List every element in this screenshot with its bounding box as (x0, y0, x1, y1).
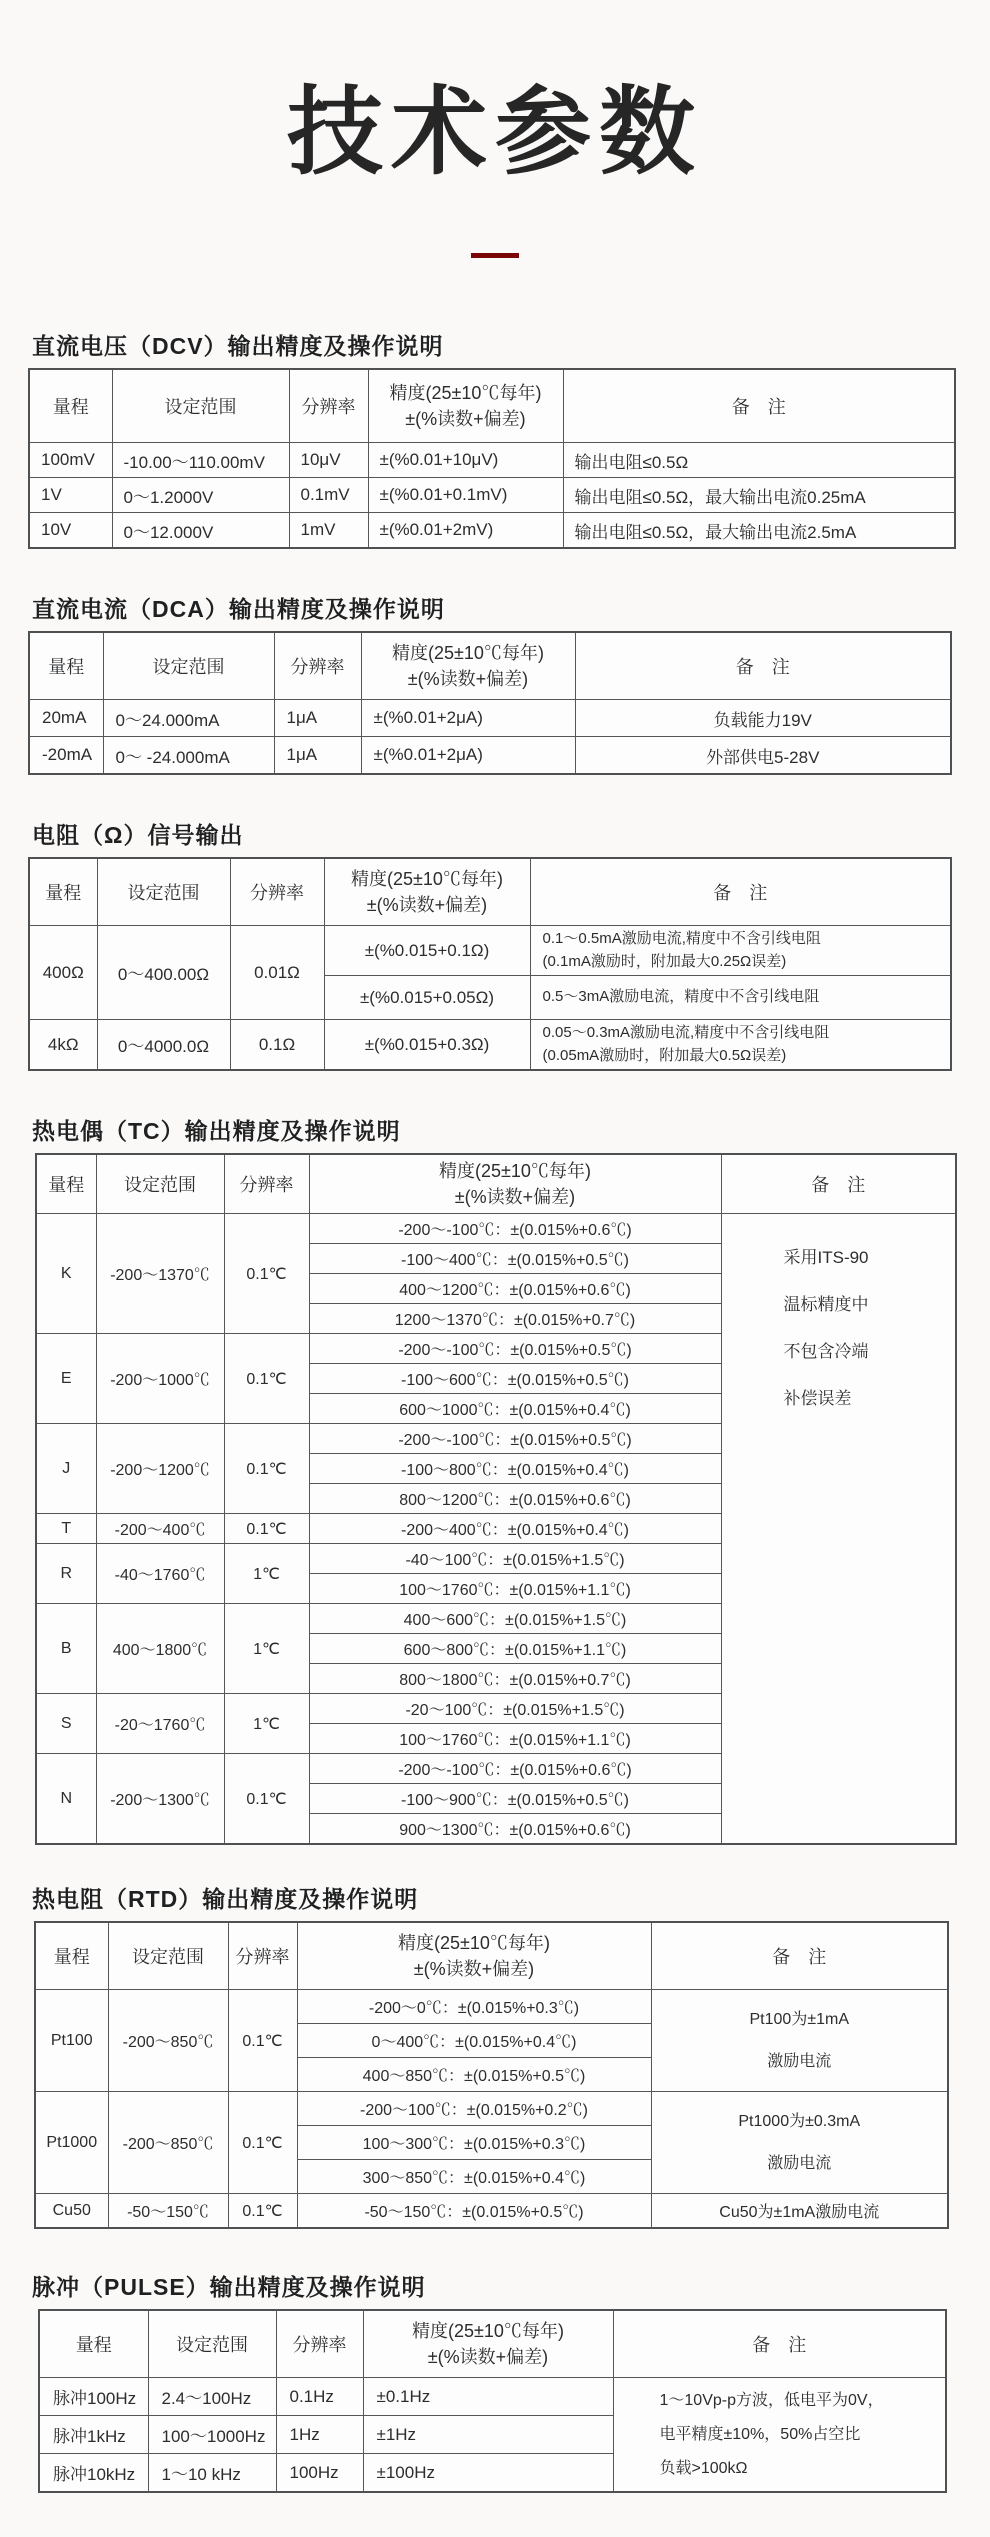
cell-resolution: 0.1Hz (276, 2378, 363, 2416)
cell-resolution: 1μA (274, 737, 361, 775)
cell-resolution: 0.1℃ (224, 1334, 309, 1424)
cell-accuracy: ±100Hz (363, 2454, 613, 2493)
section-ohm (0, 817, 990, 1071)
col-header-accuracy (361, 632, 575, 700)
cell-resolution: 0.1℃ (224, 1514, 309, 1544)
cell-accuracy: -100～600℃：±(0.015%+0.5℃) (309, 1364, 721, 1394)
cell-accuracy: ±(%0.015+0.05Ω) (324, 976, 530, 1020)
col-header-remark: 备 注 (721, 1154, 956, 1214)
remark-line: 温标精度中 (783, 1295, 869, 1314)
section-rtd (0, 1881, 990, 2229)
cell-resolution: 0.1mV (289, 478, 368, 513)
cell-setting: -40～1760℃ (96, 1544, 224, 1604)
cell-remark: 负载能力19V (575, 700, 951, 737)
col-header-accuracy (297, 1922, 651, 1990)
cell-accuracy: 100～1760℃：±(0.015%+1.1℃) (309, 1574, 721, 1604)
dca-table (28, 631, 952, 775)
cell-setting: -20～1760℃ (96, 1694, 224, 1754)
cell-range: 1V (29, 478, 112, 513)
remark-line: (0.05mA激励时，附加最大0.5Ω误差) (542, 1046, 787, 1064)
cell-accuracy: 900～1300℃：±(0.015%+0.6℃) (309, 1814, 721, 1845)
cell-resolution: 0.1℃ (224, 1754, 309, 1845)
cell-setting: 1～10 kHz (148, 2454, 276, 2493)
col-header-range: 量程 (29, 858, 97, 926)
cell-accuracy: 100～300℃：±(0.015%+0.3℃) (297, 2126, 651, 2160)
cell-accuracy: 0～400℃：±(0.015%+0.4℃) (297, 2024, 651, 2058)
cell-resolution: 1Hz (276, 2416, 363, 2454)
cell-setting: 400～1800℃ (96, 1604, 224, 1694)
cell-resolution: 0.1Ω (230, 1020, 324, 1071)
section-tc (0, 1113, 990, 1845)
cell-setting: -200～850℃ (108, 2092, 228, 2194)
cell-resolution: 1℃ (224, 1604, 309, 1694)
table-header-row (29, 632, 951, 700)
section-title-pulse: 脉冲（PULSE）输出精度及操作说明 (32, 2274, 426, 2300)
cell-accuracy: ±0.1Hz (363, 2378, 613, 2416)
cell-resolution: 0.1℃ (224, 1214, 309, 1334)
cell-range: 20mA (29, 700, 103, 737)
cell-range: T (36, 1514, 96, 1544)
cell-accuracy: ±(%0.01+2μA) (361, 700, 575, 737)
dcv-table (28, 368, 956, 549)
col-header-setting: 设定范围 (96, 1154, 224, 1214)
section-dca (0, 591, 990, 775)
accuracy-header-line2: ±(%读数+偏差) (413, 1959, 535, 1979)
col-header-resolution: 分辨率 (228, 1922, 297, 1990)
cell-range: 100mV (29, 443, 112, 478)
col-header-range: 量程 (36, 1154, 96, 1214)
cell-remark: 输出电阻≤0.5Ω，最大输出电流2.5mA (563, 513, 955, 549)
cell-accuracy: -200～100℃：±(0.015%+0.2℃) (297, 2092, 651, 2126)
title-divider (471, 253, 519, 258)
cell-accuracy: 100～1760℃：±(0.015%+1.1℃) (309, 1724, 721, 1754)
table-row (29, 737, 951, 775)
table-header-row (29, 369, 955, 443)
accuracy-header-line1: 精度(25±10℃每年) (351, 869, 503, 889)
cell-remark: 外部供电5-28V (575, 737, 951, 775)
cell-accuracy: 1200～1370℃：±(0.015%+0.7℃) (309, 1304, 721, 1334)
col-header-accuracy (324, 858, 530, 926)
remark-line: 采用ITS-90 (783, 1248, 869, 1267)
cell-accuracy: -20～100℃：±(0.015%+1.5℃) (309, 1694, 721, 1724)
accuracy-header-line1: 精度(25±10℃每年) (389, 383, 542, 403)
cell-setting: 0～4000.0Ω (97, 1020, 230, 1071)
cell-accuracy: ±(%0.01+10μV) (368, 443, 563, 478)
table-header-row (35, 1922, 948, 1990)
remark-line: Pt100为±1mA (749, 2010, 849, 2028)
table-row (36, 1214, 956, 1244)
col-header-resolution: 分辨率 (224, 1154, 309, 1214)
cell-range: S (36, 1694, 96, 1754)
cell-remark (530, 976, 951, 1020)
table-row (39, 2378, 946, 2416)
accuracy-header-line2: ±(%读数+偏差) (427, 2347, 549, 2367)
cell-setting: -10.00～110.00mV (112, 443, 289, 478)
remark-line: 激励电流 (767, 2154, 832, 2172)
remark-line: 电平精度±10%，50%占空比 (659, 2425, 861, 2443)
page-title: 技术参数 (287, 79, 703, 186)
accuracy-header-line2: ±(%读数+偏差) (407, 669, 529, 689)
cell-range: 脉冲10kHz (39, 2454, 148, 2493)
cell-resolution: 1℃ (224, 1694, 309, 1754)
col-header-remark: 备 注 (575, 632, 951, 700)
accuracy-header-line2: ±(%读数+偏差) (454, 1187, 576, 1207)
cell-range: N (36, 1754, 96, 1845)
cell-resolution: 0.1℃ (224, 1424, 309, 1514)
table-row (35, 2194, 948, 2229)
col-header-remark: 备 注 (530, 858, 951, 926)
cell-range: 10V (29, 513, 112, 549)
accuracy-header-line1: 精度(25±10℃每年) (412, 2321, 564, 2341)
pulse-table (38, 2309, 947, 2493)
col-header-accuracy (363, 2310, 613, 2378)
cell-accuracy: -200～400℃：±(0.015%+0.4℃) (309, 1514, 721, 1544)
col-header-accuracy (309, 1154, 721, 1214)
table-header-row (39, 2310, 946, 2378)
col-header-setting: 设定范围 (97, 858, 230, 926)
cell-range: B (36, 1604, 96, 1694)
cell-accuracy: 600～1000℃：±(0.015%+0.4℃) (309, 1394, 721, 1424)
cell-remark: 输出电阻≤0.5Ω (563, 443, 955, 478)
table-row (35, 1990, 948, 2024)
cell-range: 脉冲1kHz (39, 2416, 148, 2454)
cell-resolution: 0.1℃ (228, 1990, 297, 2092)
col-header-setting: 设定范围 (148, 2310, 276, 2378)
col-header-setting: 设定范围 (103, 632, 274, 700)
cell-accuracy: -50～150℃：±(0.015%+0.5℃) (297, 2194, 651, 2229)
col-header-range: 量程 (35, 1922, 108, 1990)
cell-accuracy: 600～800℃：±(0.015%+1.1℃) (309, 1634, 721, 1664)
col-header-resolution: 分辨率 (289, 369, 368, 443)
cell-range: Pt1000 (35, 2092, 108, 2194)
section-title-ohm: 电阻（Ω）信号输出 (32, 822, 244, 848)
remark-line: 0.5～3mA激励电流，精度中不含引线电阻 (542, 988, 820, 1006)
col-header-remark: 备 注 (651, 1922, 948, 1990)
cell-remark (530, 1020, 951, 1071)
table-row (29, 513, 955, 549)
remark-line: 激励电流 (767, 2052, 832, 2070)
accuracy-header-line2: ±(%读数+偏差) (366, 895, 488, 915)
cell-accuracy: 400～1200℃：±(0.015%+0.6℃) (309, 1274, 721, 1304)
cell-remark (651, 2194, 948, 2229)
cell-remark (613, 2378, 946, 2493)
accuracy-header-line1: 精度(25±10℃每年) (439, 1161, 591, 1181)
table-row (29, 1020, 951, 1071)
cell-accuracy: ±(%0.01+0.1mV) (368, 478, 563, 513)
cell-accuracy: 400～850℃：±(0.015%+0.5℃) (297, 2058, 651, 2092)
accuracy-header-line1: 精度(25±10℃每年) (392, 643, 544, 663)
cell-setting: -50～150℃ (108, 2194, 228, 2229)
remark-line: 0.05～0.3mA激励电流,精度中不含引线电阻 (542, 1024, 830, 1041)
cell-accuracy: 800～1200℃：±(0.015%+0.6℃) (309, 1484, 721, 1514)
section-dcv (0, 328, 990, 549)
col-header-setting: 设定范围 (112, 369, 289, 443)
section-title-dca: 直流电流（DCA）输出精度及操作说明 (32, 596, 445, 622)
cell-setting: 0～ -24.000mA (103, 737, 274, 775)
table-row (29, 700, 951, 737)
col-header-remark: 备 注 (563, 369, 955, 443)
cell-accuracy: -200～-100℃：±(0.015%+0.6℃) (309, 1214, 721, 1244)
cell-remark: 输出电阻≤0.5Ω，最大输出电流0.25mA (563, 478, 955, 513)
table-header-row (29, 858, 951, 926)
cell-accuracy: ±(%0.015+0.1Ω) (324, 926, 530, 976)
cell-accuracy: -200～-100℃：±(0.015%+0.5℃) (309, 1424, 721, 1454)
col-header-range: 量程 (29, 369, 112, 443)
cell-range: J (36, 1424, 96, 1514)
section-pulse (0, 2269, 990, 2493)
col-header-range: 量程 (29, 632, 103, 700)
col-header-resolution: 分辨率 (230, 858, 324, 926)
cell-accuracy: -200～0℃：±(0.015%+0.3℃) (297, 1990, 651, 2024)
remark-line: 1～10Vp-p方波，低电平为0V， (659, 2391, 884, 2409)
cell-setting: 0～12.000V (112, 513, 289, 549)
col-header-setting: 设定范围 (108, 1922, 228, 1990)
cell-resolution: 1μA (274, 700, 361, 737)
cell-accuracy: ±(%0.01+2μA) (361, 737, 575, 775)
cell-resolution: 1mV (289, 513, 368, 549)
cell-range: 400Ω (29, 926, 97, 1020)
cell-range: R (36, 1544, 96, 1604)
cell-resolution: 100Hz (276, 2454, 363, 2493)
cell-accuracy: -200～-100℃：±(0.015%+0.5℃) (309, 1334, 721, 1364)
col-header-remark: 备 注 (613, 2310, 946, 2378)
remark-line: 负载>100kΩ (659, 2459, 748, 2477)
table-header-row (36, 1154, 956, 1214)
remark-line: 补偿误差 (783, 1389, 852, 1408)
cell-remark (530, 926, 951, 976)
cell-resolution: 0.01Ω (230, 926, 324, 1020)
cell-accuracy: -200～-100℃：±(0.015%+0.6℃) (309, 1754, 721, 1784)
section-title-rtd: 热电阻（RTD）输出精度及操作说明 (32, 1886, 419, 1912)
cell-setting: -200～850℃ (108, 1990, 228, 2092)
cell-range: 4kΩ (29, 1020, 97, 1071)
cell-accuracy: 300～850℃：±(0.015%+0.4℃) (297, 2160, 651, 2194)
cell-range: -20mA (29, 737, 103, 775)
cell-resolution: 0.1℃ (228, 2092, 297, 2194)
cell-setting: 100～1000Hz (148, 2416, 276, 2454)
accuracy-header-line2: ±(%读数+偏差) (405, 409, 526, 429)
cell-resolution: 1℃ (224, 1544, 309, 1604)
remark-line: Cu50为±1mA激励电流 (719, 2204, 880, 2221)
table-row (29, 443, 955, 478)
section-title-dcv: 直流电压（DCV）输出精度及操作说明 (32, 333, 444, 359)
section-title-tc: 热电偶（TC）输出精度及操作说明 (32, 1118, 401, 1144)
cell-range: Cu50 (35, 2194, 108, 2229)
accuracy-header-line1: 精度(25±10℃每年) (398, 1933, 550, 1953)
cell-setting: 0～1.2000V (112, 478, 289, 513)
table-row (35, 2092, 948, 2126)
cell-accuracy: ±(%0.01+2mV) (368, 513, 563, 549)
cell-range: Pt100 (35, 1990, 108, 2092)
cell-setting: -200～400℃ (96, 1514, 224, 1544)
cell-accuracy: -40～100℃：±(0.015%+1.5℃) (309, 1544, 721, 1574)
cell-accuracy: ±1Hz (363, 2416, 613, 2454)
cell-accuracy: 400～600℃：±(0.015%+1.5℃) (309, 1604, 721, 1634)
cell-accuracy: ±(%0.015+0.3Ω) (324, 1020, 530, 1071)
cell-resolution: 10μV (289, 443, 368, 478)
cell-setting: 0～400.00Ω (97, 926, 230, 1020)
remark-line: 不包含冷端 (783, 1342, 869, 1361)
ohm-table (28, 857, 952, 1071)
cell-remark (651, 1990, 948, 2092)
remark-line: 0.1～0.5mA激励电流,精度中不含引线电阻 (542, 930, 821, 947)
cell-setting: -200～1300℃ (96, 1754, 224, 1845)
tc-table (35, 1153, 957, 1845)
cell-setting: 2.4～100Hz (148, 2378, 276, 2416)
rtd-table (34, 1921, 949, 2229)
col-header-resolution: 分辨率 (274, 632, 361, 700)
table-row (29, 478, 955, 513)
cell-resolution: 0.1℃ (228, 2194, 297, 2229)
cell-range: K (36, 1214, 96, 1334)
cell-remark (721, 1214, 956, 1845)
cell-setting: -200～1370℃ (96, 1214, 224, 1334)
col-header-accuracy (368, 369, 563, 443)
table-row (29, 926, 951, 976)
cell-setting: -200～1200℃ (96, 1424, 224, 1514)
cell-accuracy: -100～900℃：±(0.015%+0.5℃) (309, 1784, 721, 1814)
remark-line: (0.1mA激励时，附加最大0.25Ω误差) (542, 952, 787, 970)
cell-range: E (36, 1334, 96, 1424)
cell-accuracy: -100～800℃：±(0.015%+0.4℃) (309, 1454, 721, 1484)
cell-accuracy: 800～1800℃：±(0.015%+0.7℃) (309, 1664, 721, 1694)
cell-remark (651, 2092, 948, 2194)
cell-setting: -200～1000℃ (96, 1334, 224, 1424)
cell-accuracy: -100～400℃：±(0.015%+0.5℃) (309, 1244, 721, 1274)
col-header-range: 量程 (39, 2310, 148, 2378)
col-header-resolution: 分辨率 (276, 2310, 363, 2378)
cell-setting: 0～24.000mA (103, 700, 274, 737)
cell-range: 脉冲100Hz (39, 2378, 148, 2416)
remark-line: Pt1000为±0.3mA (738, 2112, 861, 2130)
